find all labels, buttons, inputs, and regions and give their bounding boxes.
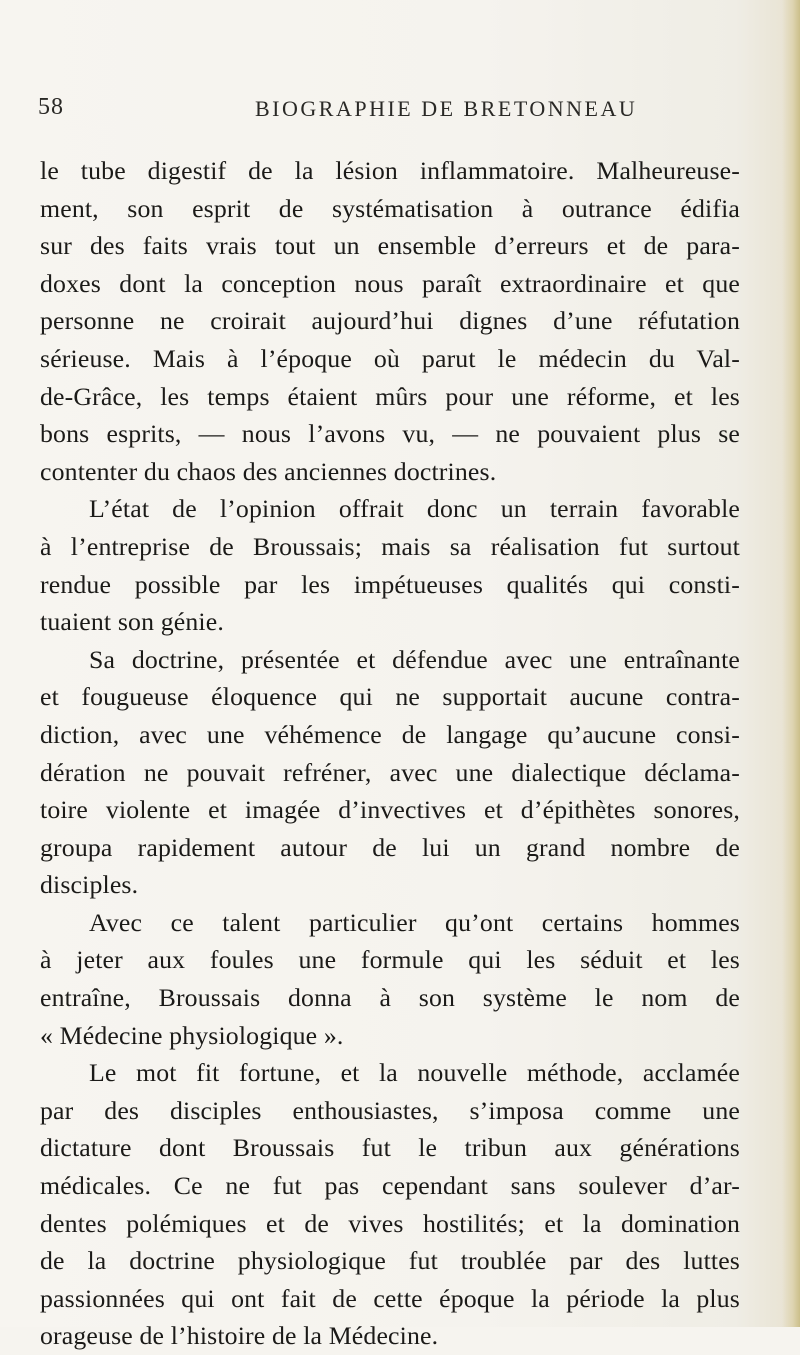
text-line: tuaient son génie. <box>40 607 224 637</box>
text-line: de la doctrine physiologique fut troublée par des luttes <box>40 1246 740 1276</box>
text-line: orageuse de l’histoire de la Médecine. <box>40 1321 439 1351</box>
text-line: contenter du chaos des anciennes doctrines. <box>40 456 497 486</box>
text-line: dentes polémiques et de vives hostilités; et la domination <box>40 1208 740 1238</box>
text-line: groupa rapidement autour de lui un grand nombre de <box>40 832 740 862</box>
text-line: bons esprits, — nous l’avons vu, — ne pouvaient plus se <box>40 419 740 449</box>
body-text <box>40 152 740 1355</box>
text-line: Le mot fit fortune, et la nouvelle méthode, acclamée <box>89 1058 740 1088</box>
text-line: à l’entreprise de Broussais; mais sa réalisation fut surtout <box>40 531 740 561</box>
text-line: de-Grâce, les temps étaient mûrs pour une réforme, et les <box>40 381 740 411</box>
page-number: 58 <box>38 94 64 120</box>
text-line: à jeter aux foules une formule qui les séduit et les <box>40 945 740 975</box>
text-line: entraîne, Broussais donna à son système le nom de <box>40 983 740 1013</box>
text-line: ment, son esprit de systématisation à outrance édifia <box>40 193 740 223</box>
text-line: Sa doctrine, présentée et défendue avec une entraînante <box>89 644 740 674</box>
text-line: le tube digestif de la lésion inflammatoire. Malheureuse- <box>40 156 740 185</box>
text-line: « Médecine physiologique ». <box>40 1020 344 1050</box>
text-line: Avec ce talent particulier qu’ont certains hommes <box>89 907 740 937</box>
text-line: diction, avec une véhémence de langage qu’aucune consi- <box>40 719 740 749</box>
text-line: disciples. <box>40 870 139 900</box>
page-header <box>0 94 800 134</box>
text-line: dictature dont Broussais fut le tribun aux générations <box>40 1133 740 1163</box>
text-line: passionnées qui ont fait de cette époque la période la plus <box>40 1283 740 1313</box>
text-line: et fougueuse éloquence qui ne supportait aucune contra- <box>40 682 740 712</box>
paragraph-5 <box>40 1054 740 1355</box>
paragraph-2 <box>40 490 740 640</box>
text-line: médicales. Ce ne fut pas cependant sans soulever d’ar- <box>40 1171 740 1201</box>
text-line: sérieuse. Mais à l’époque où parut le médecin du Val- <box>40 343 740 373</box>
text-line: sur des faits vrais tout un ensemble d’erreurs et de para- <box>40 231 740 261</box>
text-line: L’état de l’opinion offrait donc un terrain favorable <box>89 494 740 524</box>
paragraph-4 <box>40 904 740 1054</box>
page-edge-shading <box>782 0 800 1327</box>
paragraph-1 <box>40 152 740 490</box>
text-line: toire violente et imagée d’invectives et d’épithètes sonores, <box>40 795 740 825</box>
text-line: par des disciples enthousiastes, s’imposa comme une <box>40 1095 740 1125</box>
text-line: dération ne pouvait refréner, avec une dialectique déclama- <box>40 757 740 787</box>
text-line: personne ne croirait aujourd’hui dignes d’une réfutation <box>40 306 740 336</box>
running-head: BIOGRAPHIE DE BRETONNEAU <box>255 96 638 121</box>
text-line: doxes dont la conception nous paraît extraordinaire et que <box>40 268 740 298</box>
paragraph-3 <box>40 641 740 904</box>
text-line: rendue possible par les impétueuses qualités qui consti- <box>40 569 740 599</box>
